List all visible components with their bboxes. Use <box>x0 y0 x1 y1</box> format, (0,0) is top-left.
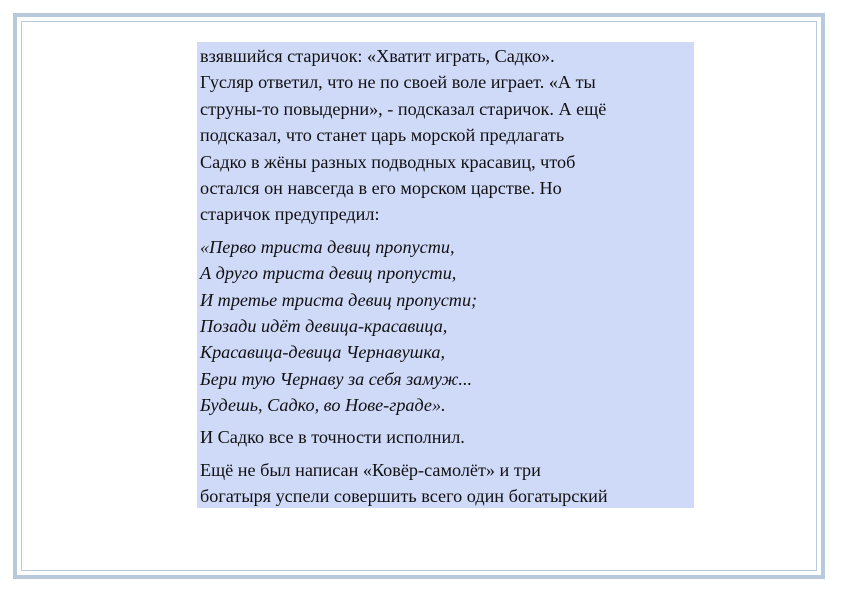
text-line: богатыря успели совершить всего один богатырский <box>200 486 608 507</box>
poem-line: А друго триста девиц пропусти, <box>200 263 457 284</box>
text-line: струны-то повыдерни», - подсказал старичок. А ещё <box>200 98 607 119</box>
text-line: Садко в жёны разных подводных красавиц, чтоб <box>200 151 576 172</box>
poem-quote <box>200 234 691 419</box>
text-line: Гусляр ответил, что не по своей воле играет. «А ты <box>200 72 596 93</box>
text-line: подсказал, что станет царь морской предлагать <box>200 125 565 146</box>
text-line: взявшийся старичок: «Хватит играть, Садко». <box>200 46 555 66</box>
paragraph-intro <box>200 43 691 228</box>
paragraph-next <box>200 457 691 508</box>
paragraph-outcome <box>200 424 691 450</box>
poem-line: Будешь, Садко, во Нове-граде». <box>200 395 446 416</box>
text-line: И Садко все в точности исполнил. <box>200 427 465 448</box>
text-box <box>197 42 694 508</box>
text-line: Ещё не был написан «Ковёр-самолёт» и три <box>200 459 541 480</box>
poem-line: Позади идёт девица-красавица, <box>200 315 448 336</box>
poem-line: Красавица-девица Чернавушка, <box>200 342 446 363</box>
poem-line: «Перво триста девиц пропусти, <box>200 236 455 257</box>
text-line: старичок предупредил: <box>200 204 380 225</box>
poem-line: Бери тую Чернаву за себя замуж... <box>200 368 473 389</box>
text-line: остался он навсегда в его морском царстве. Но <box>200 177 562 198</box>
poem-line: И третье триста девиц пропусти; <box>200 289 478 310</box>
